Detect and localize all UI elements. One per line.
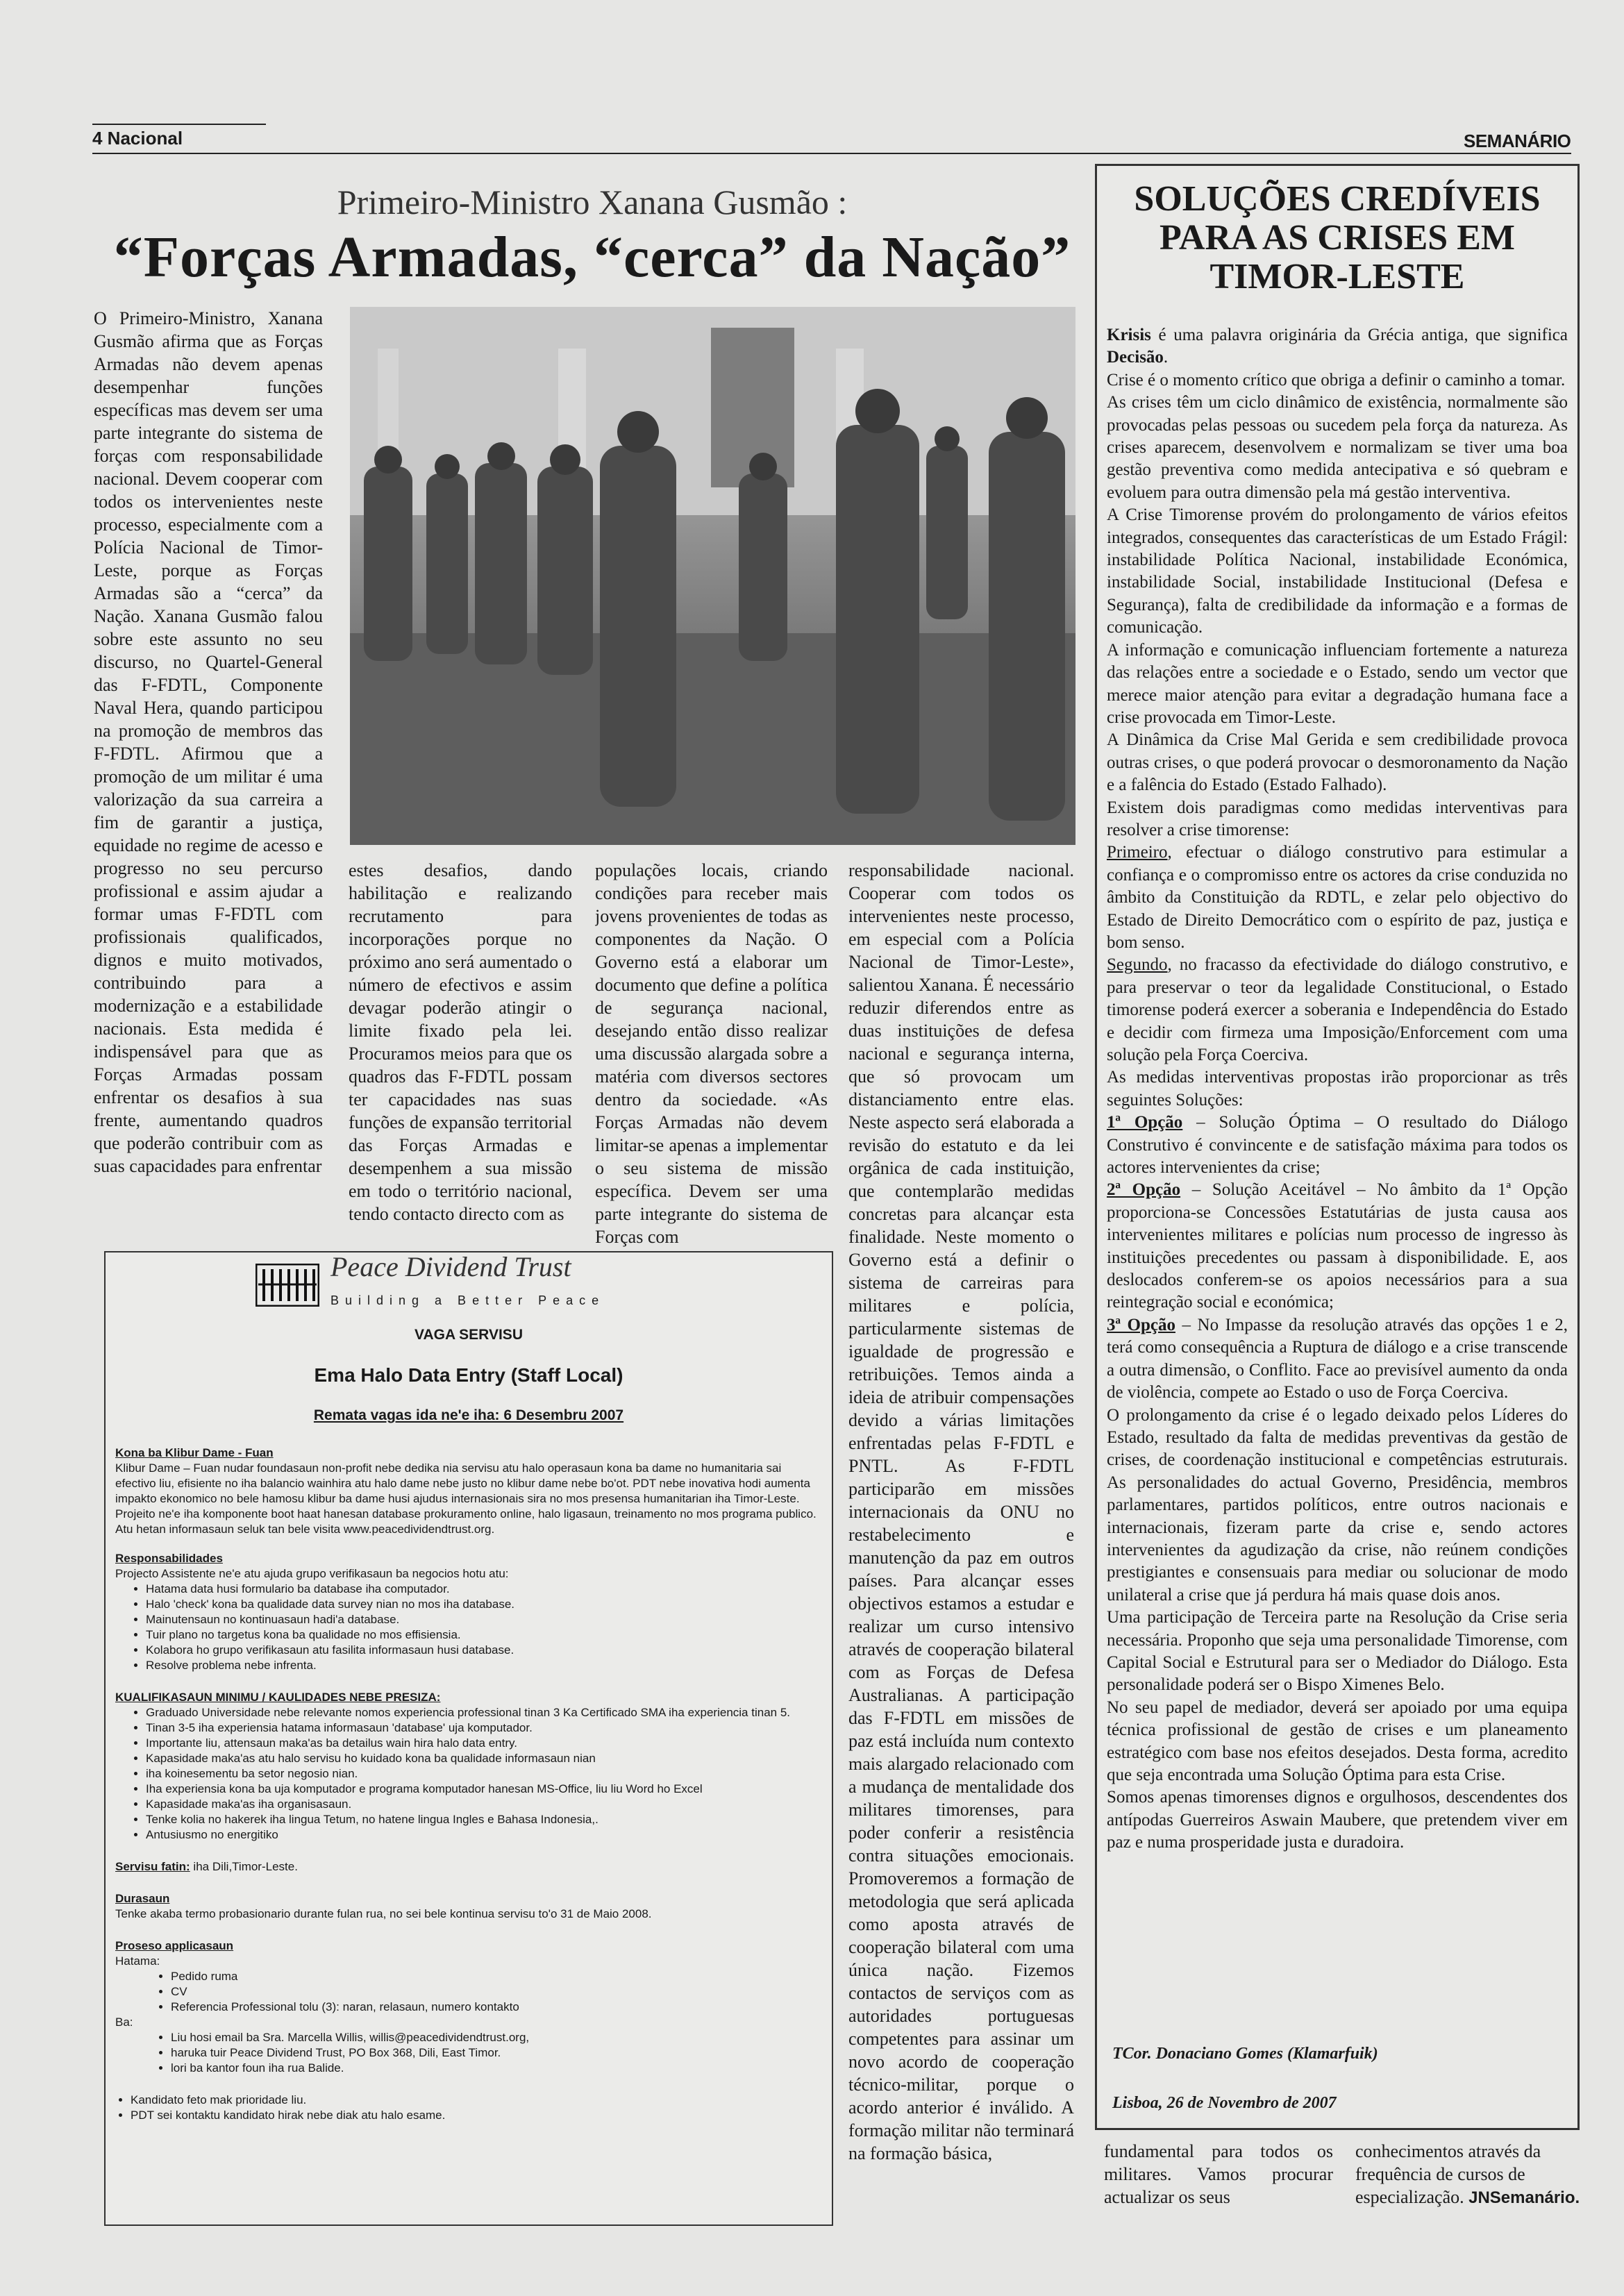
article-kicker: Primeiro-Ministro Xanana Gusmão : — [337, 183, 848, 221]
article-title: “Forças Armadas, “cerca” da Nação” — [113, 225, 1071, 290]
article-column-2: estes desafios, dando habilitação e realizando recrutamento para incorporações porque no próximo ano será aumentado o número de efectivos e assim devagar poderão atingir o limite fixado pela lei. Procuramos meios para que os quadros das F-FDTL possam ter capacidades nas suas funções de expansão territorial das Forças Armadas e desempenhem a sua missão em todo o território nacional, tendo contacto directo com as — [349, 860, 572, 1224]
ad-body — [115, 1446, 820, 2123]
side-p13-lead: 3ª Opção — [1107, 1315, 1175, 1334]
section-label: 4 Nacional — [92, 128, 183, 149]
side-p11 — [1107, 1112, 1568, 1179]
soldiers-photo — [350, 307, 1075, 845]
article-column-1: O Primeiro-Ministro, Xanana Gusmão afirma que as Forças Armadas não devem apenas desempenhar funções específicas mas devem ser uma parte integrante do sistema de forças com responsabilidade nacional. Devem cooperar com todos os intervenientes neste processo, especialmente com a Polícia Nacional de Timor-Leste, porque as Forças Armadas são a “cerca” da Nação. Xanana Gusmão falou sobre este assunto no seu discurso, no Quartel-General das F-FDTL, Componente Naval Hera, quando participou na promoção de membros das F-FDTL. Afirmou que a promoção de um militar é uma valorização da sua carreira a fim de garantir a justiça, equidade no regime de acesso e progresso no seu percurso profissional e assim ajudar a formar umas F-FDTL com profissionais qualificados, dignos e muito motivados, contribuindo para a modernização e a estabilidade nacionais. Esta medida é indispensável para que as Forças Armadas possam enfrentar os desafios à sua frente, aumentando quadros que poderão contribuir com as suas capacidades para enfrentar — [94, 308, 323, 1176]
ad-s6-title: Proseso applicasaun — [115, 1939, 234, 1952]
side-p2: Crise é o momento crítico que obriga a definir o caminho a tomar. — [1107, 370, 1566, 389]
side-p9-lead: Segundo — [1107, 955, 1168, 975]
list-item: • iha koinesementu ba setor negosio nian. — [146, 1766, 820, 1782]
list-item: • Hatama data husi formulario ba database iha computador. — [146, 1582, 820, 1597]
article-column-6-text: conhecimentos através da frequência de cursos de especialização. — [1355, 2141, 1541, 2207]
list-item: • Kandidato feto mak prioridade liu. — [131, 2093, 820, 2108]
side-article-title — [1097, 180, 1577, 296]
list-item: • Kolabora ho grupo verifikasaun atu fasilita informasaun husi database. — [146, 1643, 820, 1658]
ad-s4-label: Servisu fatin: — [115, 1860, 190, 1873]
ad-tagline: Building a Better Peace — [330, 1293, 605, 1307]
ad-position: Ema Halo Data Entry (Staff Local) — [314, 1364, 623, 1386]
list-item: • haruka tuir Peace Dividend Trust, PO Box 368, Dili, East Timor. — [171, 2045, 820, 2061]
ad-logo-row — [256, 1251, 686, 1311]
ad-s6-list-2 — [115, 2030, 820, 2076]
side-p12-text: – Solução Aceitável – No âmbito da 1ª Opção proporciona-se Concessões Estatutárias de justa causa aos intervenientes militares e polícias num processo de ingresso às instituições precedentes ou passam à disponibilidade. E, aos deslocados conferem-se os apoios necessários para a sua reintegração social e económica; — [1107, 1180, 1568, 1312]
side-p10: As medidas interventivas propostas irão proporcionar as três seguintes Soluções: — [1107, 1068, 1568, 1109]
side-p16: No seu papel de mediador, deverá ser apoiado por uma equipa técnica profissional de gestão de crises e um planeamento estratégico com base nos efeitos desejados. Desta forma, acredito que seja encontrada uma Solução Óptima para esta Crise. — [1107, 1698, 1568, 1784]
ad-heading: VAGA SERVISU — [415, 1327, 523, 1343]
list-item: • Tinan 3-5 iha experiensia hatama informasaun 'database' uja komputador. — [146, 1720, 820, 1736]
side-p11-lead: 1ª Opção — [1107, 1113, 1183, 1132]
list-item: • Kapasidade maka'as atu halo servisu ho kuidado kona ba qualidade informasaun nian — [146, 1751, 820, 1766]
side-p11-text: – Solução Óptima – O resultado do Diálogo Construtivo é convincente e de satisfação máxima para todos os actores intervenientes da crise; — [1107, 1113, 1568, 1178]
side-p13 — [1107, 1314, 1568, 1405]
side-article-body — [1107, 324, 1568, 2018]
ad-s3-title: KUALIFIKASAUN MINIMU / KAULIDADES NEBE PRESIZA: — [115, 1691, 441, 1704]
list-item: • Tuir plano no targetus kona ba qualidade no mos effisiensia. — [146, 1627, 820, 1643]
list-item: • Liu hosi email ba Sra. Marcella Willis, willis@peacedividendtrust.org, — [171, 2030, 820, 2045]
term-decisao: Decisão — [1107, 348, 1164, 367]
ad-s6-intro: Hatama: — [115, 1954, 160, 1968]
ad-s1-title: Kona ba Klibur Dame - Fuan — [115, 1446, 274, 1459]
article-column-4: responsabilidade nacional. Cooperar com todos os intervenientes neste processo, em especial com a Polícia Nacional de Timor-Leste», salientou Xanana. É necessário reduzir diferendos entre as duas instituições de defesa nacional e segurança interna, que só provocam um distanciamento entre elas. Neste aspecto será elaborada a revisão do estatuto e da lei orgânica de cada instituição, que contemplarão medidas concretas para alcançar esta finalidade. Neste momento o Governo está a definir o sistema de carreiras para militares e polícia, particularmente sistemas de igualdade de progressão e retribuições. Temos ainda a ideia de atribuir compensações devido a várias limitações enfrentadas pelas F-FDTL e PNTL. As F-FDTL participarão em missões internacionais da ONU no restabelecimento e manutenção da paz em outros países. Para alcançar esses objectivos estamos a estudar e realizar um curso intensivo através de cooperação bilateral com as Forças de Defesa Australianas. A participação das F-FDTL em missões de paz está incluída num contexto mais alargado relacionado com a mudança de mentalidade dos militares timorenses, para poder conferir a resistência contra situações emocionais. Promoveremos a formação de metodologia que será aplicada como aposta através de cooperação bilateral com uma única nação. Fizemos contactos de serviços com as autoridades portuguesas competentes para assinar um novo acordo de cooperação técnico-militar, porque o acordo anterior é inválido. A formação militar não terminará na formação básica, — [848, 860, 1074, 2163]
ad-s6-ba: Ba: — [115, 2016, 133, 2029]
side-article-author: TCor. Donaciano Gomes (Klamarfuik) — [1112, 2045, 1378, 2063]
side-p5: A informação e comunicação influenciam fortemente a natureza das relações entre a sociedade e o Estado, sendo um vector que merece maior atenção para evitar a degradação humana face a crise provocada em Timor-Leste. — [1107, 640, 1568, 727]
list-item: • Pedido ruma — [171, 1969, 820, 1984]
header-rule-short — [92, 124, 266, 125]
list-item: • Referencia Professional tolu (3): naran, relasaun, numero kontakto — [171, 2000, 820, 2015]
ad-s6-list — [115, 1969, 820, 2015]
list-item: • Importante liu, attensaun maka'as ba detailus wain hira halo data entry. — [146, 1736, 820, 1751]
ad-s3-list — [115, 1705, 820, 1843]
side-p6: A Dinâmica da Crise Mal Gerida e sem credibilidade provoca outras crises, o que poderá provocar o desmoronamento da Nação e a falência do Estado (Estado Falhado). — [1107, 730, 1568, 795]
side-article-box — [1095, 164, 1580, 2130]
list-item: • Iha experiensia kona ba uja komputador e programa komputador hanesan MS-Office, liu liu Word ho Excel — [146, 1782, 820, 1797]
list-item: • Mainutensaun no kontinuasaun hadi'a database. — [146, 1612, 820, 1627]
list-item: • CV — [171, 1984, 820, 2000]
side-p17: Somos apenas timorenses dignos e orgulhosos, descendentes dos antípodas Guerreiros Aswain Maubere, que pretendem viver em paz e numa prosperidade justa e duradoira. — [1107, 1788, 1568, 1852]
masthead: SEMANÁRIO — [1464, 131, 1571, 151]
ad-org-name: Peace Dividend Trust — [330, 1251, 571, 1282]
ad-footer-list — [115, 2093, 820, 2123]
list-item: • Tenke kolia no hakerek iha lingua Tetum, no hatene lingua Ingles e Bahasa Indonesia,. — [146, 1812, 820, 1827]
list-item: • Resolve problema nebe infrenta. — [146, 1658, 820, 1673]
side-article-title-line-3: TIMOR-LESTE — [1209, 257, 1465, 296]
ad-s5-text: Tenke akaba termo probasionario durante fulan rua, no sei bele kontinua servisu to'o 31 de Maio 2008. — [115, 1907, 652, 1920]
side-p1-end: . — [1163, 348, 1169, 367]
ad-s2-intro: Projecto Assistente ne'e atu ajuda grupo verifikasaun ba negocios hotu atu: — [115, 1567, 509, 1580]
ad-s1-text: Klibur Dame – Fuan nudar foundasaun non-profit nebe dedika nia servisu atu halo operasaun kona ba dame no humanitaria sai efectivo liu, efisiente no iha balancio wainhira atu halo dame nebe justo no klibur dame nebe bo'ot. PDT nebe inovativa hodi aumenta impakto ekonomico no bele hamosu klibur ba dame husi ajudus internasionais sira no mos presensa humanitarian iha Timor-Leste. Projeito ne'e iha komponente boot haat hanesan database prokuramento online, halo ligasaun, treinamento no mos programa publico. Atu hetan informasaun seluk tan bele visita www.peacedividendtrust.org. — [115, 1461, 817, 1536]
ad-s5-title: Durasaun — [115, 1892, 170, 1905]
side-p7: Existem dois paradigmas como medidas interventivas para resolver a crise timorense: — [1107, 798, 1568, 839]
header-rule — [92, 153, 1571, 154]
list-item: • Antusiusmo no energitiko — [146, 1827, 820, 1843]
side-p4: A Crise Timorense provém do prolongamento de vários efeitos integrados, consequentes das características de um Estado Frágil: instabilidade Política Nacional, instabilidade Económica, instabilidade Social, instabilidade Institucional (Defesa e Segurança), falta de credibilidade da informação e a formas de comunicação. — [1107, 505, 1568, 637]
side-p1 — [1107, 324, 1568, 369]
article-column-6 — [1355, 2140, 1581, 2215]
side-p12 — [1107, 1179, 1568, 1314]
ad-s2-title: Responsabilidades — [115, 1552, 223, 1565]
article-signature: JNSemanário. — [1468, 2188, 1580, 2207]
side-article-dateline: Lisboa, 26 de Novembro de 2007 — [1112, 2094, 1337, 2112]
ad-s4 — [115, 1859, 820, 1875]
side-p13-text: – No Impasse da resolução através das opções 1 e 2, terá como consequência a Ruptura de diálogo e a crise transcende a outra dimensão, o Conflito. Face ao previsível aumento da onda de violência, compete ao Estado o uso de Força Coerciva. — [1107, 1315, 1568, 1402]
ad-s2-list — [115, 1582, 820, 1673]
side-p3: As crises têm um ciclo dinâmico de existência, normalmente são provocadas pelas pessoas ou sucedem pela força da natureza. As crises aparecem, desenvolvem e normalizam se tiver uma boa gestão preventiva como medida antecipativa e só quebram e evoluem para outra dimensão pela má gestão interventiva. — [1107, 393, 1568, 502]
term-krisis: Krisis — [1107, 326, 1151, 344]
list-item: • Kapasidade maka'as iha organisasaun. — [146, 1797, 820, 1812]
soldiers-photo-illustration — [350, 307, 1075, 845]
side-p14: O prolongamento da crise é o legado deixado pelos Líderes do Estado, resultado da falta de medidas preventivas da gestão de crises, de coordenação institucional e competências estruturais. As personalidades do actual Governo, Presidência, membros parlamentares, partidos políticos, entre outros nacionais e internacionais, fizeram parte da crise e, sendo actores intervenientes da agudização da crise, não reúnem condições prestigiantes e consensuais para mediar ou solucionar de modo unilateral a crise que já perdura há mais quase dois anos. — [1107, 1405, 1568, 1604]
side-p15: Uma participação de Terceira parte na Resolução da Crise seria necessária. Proponho que seja uma personalidade Timorense, com Capital Social e Estrutural para ser o Mediador do Diálogo. Esta personalidade poderá ser o Bispo Ximenes Belo. — [1107, 1608, 1568, 1695]
article-column-3: populações locais, criando condições para receber mais jovens provenientes de todas as componentes da Nação. O Governo está a elaborar um documento que define a política de segurança nacional, desejando então disso realizar uma discussão alargada sobre a matéria com diversos sectores dentro da sociedade. «As Forças Armadas não devem limitar-se apenas a implementar o seu sistema de missão específica. Devem ser uma parte integrante do sistema de Forças com — [595, 860, 828, 1247]
list-item: • Halo 'check' kona ba qualidade data survey nian no mos iha database. — [146, 1597, 820, 1612]
side-p9 — [1107, 954, 1568, 1066]
list-item: • lori ba kantor foun iha rua Balide. — [171, 2061, 820, 2076]
side-p8 — [1107, 841, 1568, 954]
side-article-title-line-2: PARA AS CRISES EM — [1160, 218, 1515, 258]
job-ad-box — [104, 1251, 833, 2226]
side-article-title-line-1: SOLUÇÕES CREDÍVEIS — [1134, 179, 1541, 219]
side-p9-text: , no fracasso da efectividade do diálogo construtivo, e para preservar o teor da legalidade Constitucional, o Estado timorense poderá exercer a soberania e Independência do Estado e decidir com firmeza uma Imposição/Enforcement com uma solução pela Força Coerciva. — [1107, 955, 1568, 1064]
peace-dividend-logo-icon — [256, 1264, 319, 1307]
article-column-5: fundamental para todos os militares. Vamos procurar actualizar os seus — [1104, 2141, 1333, 2207]
ad-deadline: Remata vagas ida ne'e iha: 6 Desembru 2007 — [313, 1407, 624, 1423]
side-p8-text: , efectuar o diálogo construtivo para estimular a confiança e o compromisso entre os actores da crise conduzida no âmbito da Constituição da RDTL, e zelar pelo objectivo do Estado de Direito Democrático com o espírito de paz, justiça e bom senso. — [1107, 843, 1568, 952]
side-p8-lead: Primeiro — [1107, 843, 1168, 862]
list-item: • PDT sei kontaktu kandidato hirak nebe diak atu halo esame. — [131, 2108, 820, 2123]
ad-s4-value: iha Dili,Timor-Leste. — [190, 1860, 298, 1873]
list-item: • Graduado Universidade nebe relevante nomos experiencia professional tinan 3 Ka Certificado SMA iha experiencia tinan 5. — [146, 1705, 820, 1720]
side-p12-lead: 2ª Opção — [1107, 1180, 1181, 1200]
side-p1-text: é uma palavra originária da Grécia antiga, que significa — [1150, 326, 1568, 344]
